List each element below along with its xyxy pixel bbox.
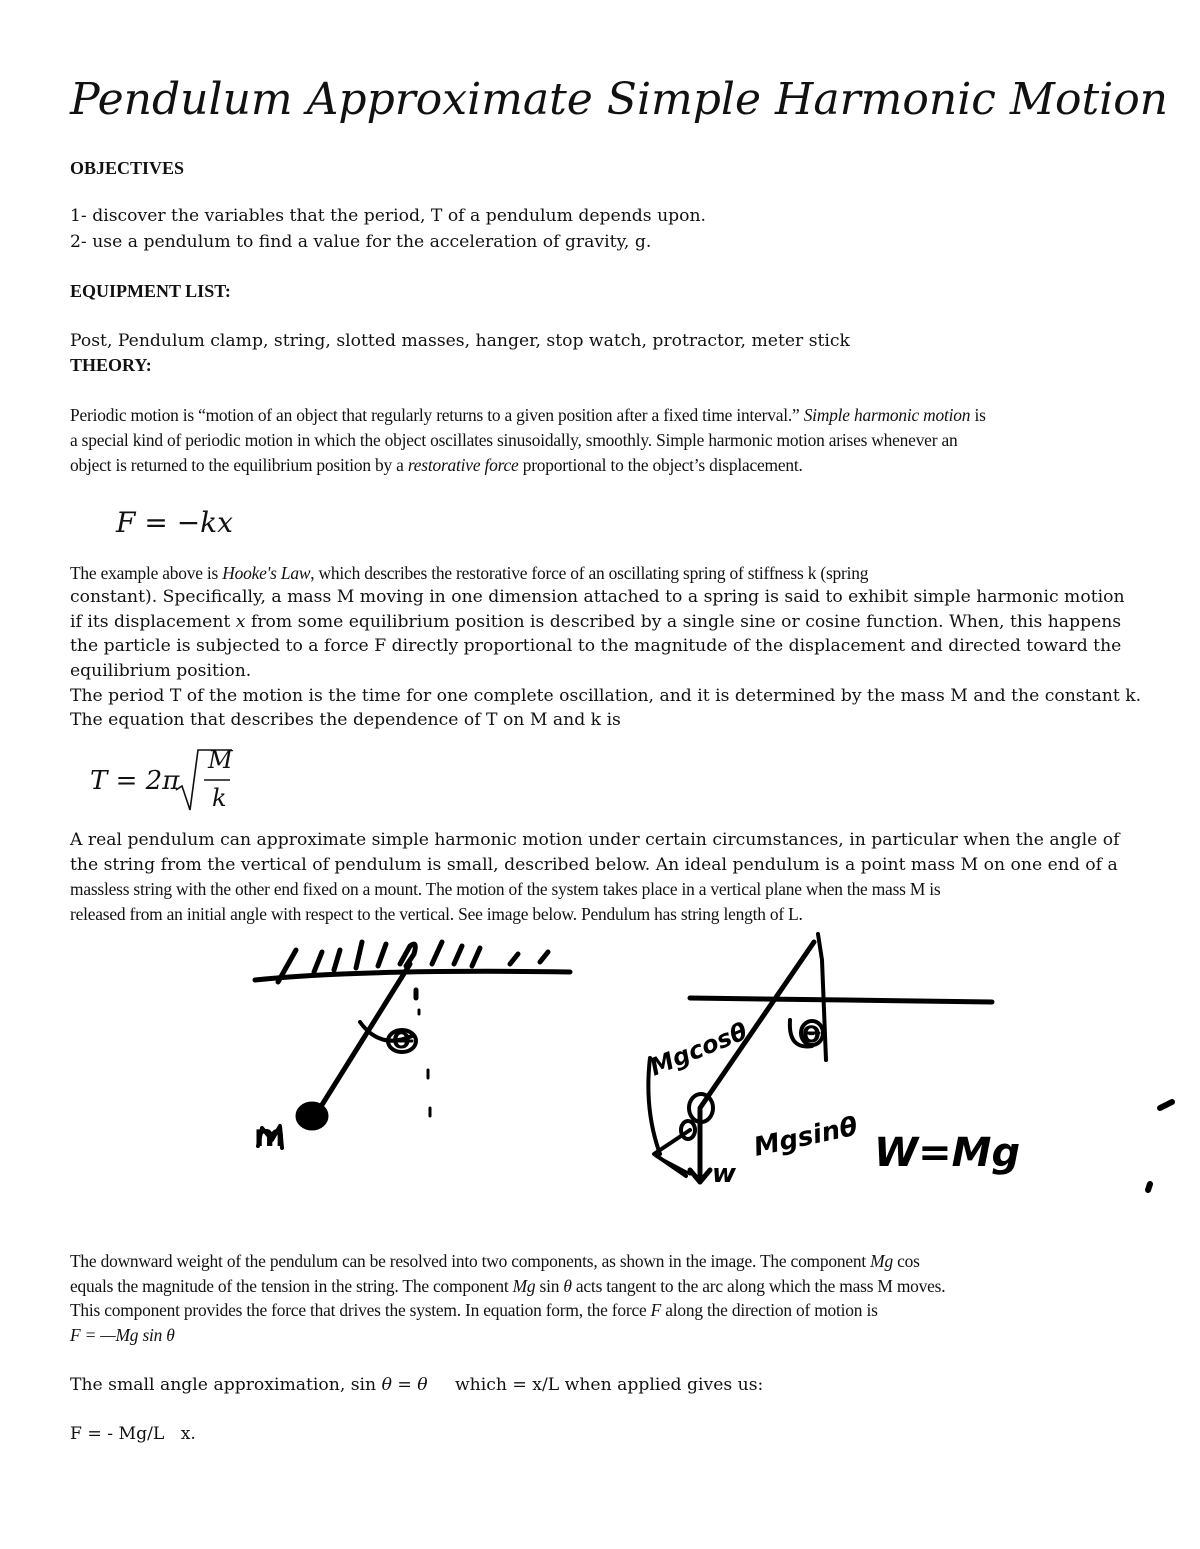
theory-p1-line2: a special kind of periodic motion in which the object oscillates sinusoidally, smoothly. Simple harmonic motion arises whenever an bbox=[70, 430, 958, 450]
text-span: Periodic motion is “motion of an object that regularly returns to a given position after a fixed time interval.” bbox=[70, 405, 804, 425]
emphasis: Simple harmonic motion bbox=[803, 405, 971, 425]
emphasis: θ bbox=[381, 1375, 392, 1395]
pendulum-diagram bbox=[0, 920, 1200, 1210]
text-span: is bbox=[970, 405, 986, 425]
text-span: The small angle approximation, sin bbox=[70, 1375, 382, 1395]
mgcos-label: Mgcosθ bbox=[645, 1017, 752, 1082]
emphasis: θ bbox=[417, 1375, 428, 1395]
equation-period-denominator: k bbox=[212, 784, 227, 812]
theory-p2-line2: constant). Specifically, a mass M moving in one dimension attached to a spring is said to exhibit simple harmonic motion bbox=[70, 587, 1125, 607]
objectives-heading: OBJECTIVES bbox=[70, 158, 185, 178]
theory-p1-line3 bbox=[70, 455, 803, 476]
emphasis: Mg bbox=[870, 1251, 893, 1271]
theory-p5-line2 bbox=[70, 1276, 945, 1297]
text-span: proportional to the object’s displacement. bbox=[518, 455, 803, 475]
emphasis: θ bbox=[563, 1276, 572, 1296]
emphasis: restorative force bbox=[407, 455, 519, 475]
equation-period-lhs: T = 2π bbox=[90, 766, 180, 796]
emphasis: Hooke's Law bbox=[222, 563, 311, 583]
small-angle-line bbox=[70, 1375, 763, 1395]
emphasis: Mg bbox=[512, 1276, 536, 1296]
theory-p2-line1 bbox=[70, 563, 868, 584]
objective-1: 1- discover the variables that the period, T of a pendulum depends upon. bbox=[70, 206, 707, 226]
text-span: from some equilibrium position is described by a single sine or cosine function. When, this happens bbox=[245, 612, 1122, 632]
theory-heading: THEORY: bbox=[70, 355, 152, 375]
equation-period-numerator: M bbox=[208, 746, 233, 774]
objective-2: 2- use a pendulum to find a value for the acceleration of gravity, g. bbox=[70, 232, 652, 252]
theory-p3-line2: The equation that describes the dependence of T on M and k is bbox=[70, 710, 621, 730]
text-span: The downward weight of the pendulum can be resolved into two components, as shown in the image. The component bbox=[70, 1251, 871, 1271]
force-equation: F = —Mg sin θ bbox=[70, 1325, 175, 1345]
equation-hooke: F = −kx bbox=[116, 506, 233, 539]
theory-p3-line1: The period T of the motion is the time for one complete oscillation, and it is determined by the mass M and the constant k. bbox=[70, 686, 1142, 706]
text-span: along the direction of motion is bbox=[661, 1300, 878, 1320]
equipment-heading: EQUIPMENT LIST: bbox=[70, 281, 231, 301]
text-span: equals the magnitude of the tension in the string. The component bbox=[70, 1276, 513, 1296]
text-span: sin bbox=[535, 1276, 564, 1296]
left-theta-label: Θ bbox=[392, 1029, 411, 1054]
theory-p5-line1 bbox=[70, 1251, 920, 1272]
final-force-equation: F = - Mg/L x. bbox=[70, 1424, 196, 1444]
theory-p4-line3: massless string with the other end fixed on a mount. The motion of the system takes place in a vertical plane when the mass M is bbox=[70, 879, 941, 899]
theory-p2-line4: the particle is subjected to a force F directly proportional to the magnitude of the displacement and directed toward the bbox=[70, 636, 1122, 656]
text-span: cos bbox=[892, 1251, 920, 1271]
theory-p2-line5: equilibrium position. bbox=[70, 661, 252, 681]
text-span: , which describes the restorative force of an oscillating spring of stiffness k (spring bbox=[310, 563, 869, 583]
theory-p4-line4: released from an initial angle with respect to the vertical. See image below. Pendulum has string length of L. bbox=[70, 904, 803, 924]
theory-p4-line2: the string from the vertical of pendulum is small, described below. An ideal pendulum is a point mass M on one end of a bbox=[70, 855, 1118, 875]
left-mass-label: m bbox=[254, 1119, 286, 1154]
text-span: which = x/L when applied gives us: bbox=[427, 1375, 764, 1395]
text-span: if its displacement bbox=[70, 612, 236, 632]
mgsin-label: Mgsinθ bbox=[751, 1111, 861, 1163]
left-pendulum bbox=[255, 942, 570, 1148]
page-title: Pendulum Approximate Simple Harmonic Motion bbox=[70, 74, 1169, 125]
theory-p1-line1 bbox=[70, 405, 986, 426]
text-span: object is returned to the equilibrium position by a bbox=[70, 455, 408, 475]
text-span: = bbox=[391, 1375, 418, 1395]
equation-period bbox=[90, 744, 250, 816]
text-span: acts tangent to the arc along which the mass M moves. bbox=[571, 1276, 946, 1296]
right-theta-label: Θ bbox=[802, 1023, 821, 1048]
theory-p2-line3 bbox=[70, 612, 1121, 632]
emphasis: x bbox=[235, 612, 246, 632]
emphasis: F bbox=[650, 1300, 662, 1320]
theory-p5-line3 bbox=[70, 1300, 878, 1321]
text-span: The example above is bbox=[70, 563, 223, 583]
equipment-list: Post, Pendulum clamp, string, slotted masses, hanger, stop watch, protractor, meter stick bbox=[70, 331, 850, 351]
weight-arrow-label: w bbox=[712, 1159, 737, 1189]
text-span: This component provides the force that drives the system. In equation form, the force bbox=[70, 1300, 651, 1320]
weight-equation-label: W=Mg bbox=[874, 1130, 1021, 1176]
theory-p4-line1: A real pendulum can approximate simple harmonic motion under certain circumstances, in particular when the angle of bbox=[70, 830, 1120, 850]
